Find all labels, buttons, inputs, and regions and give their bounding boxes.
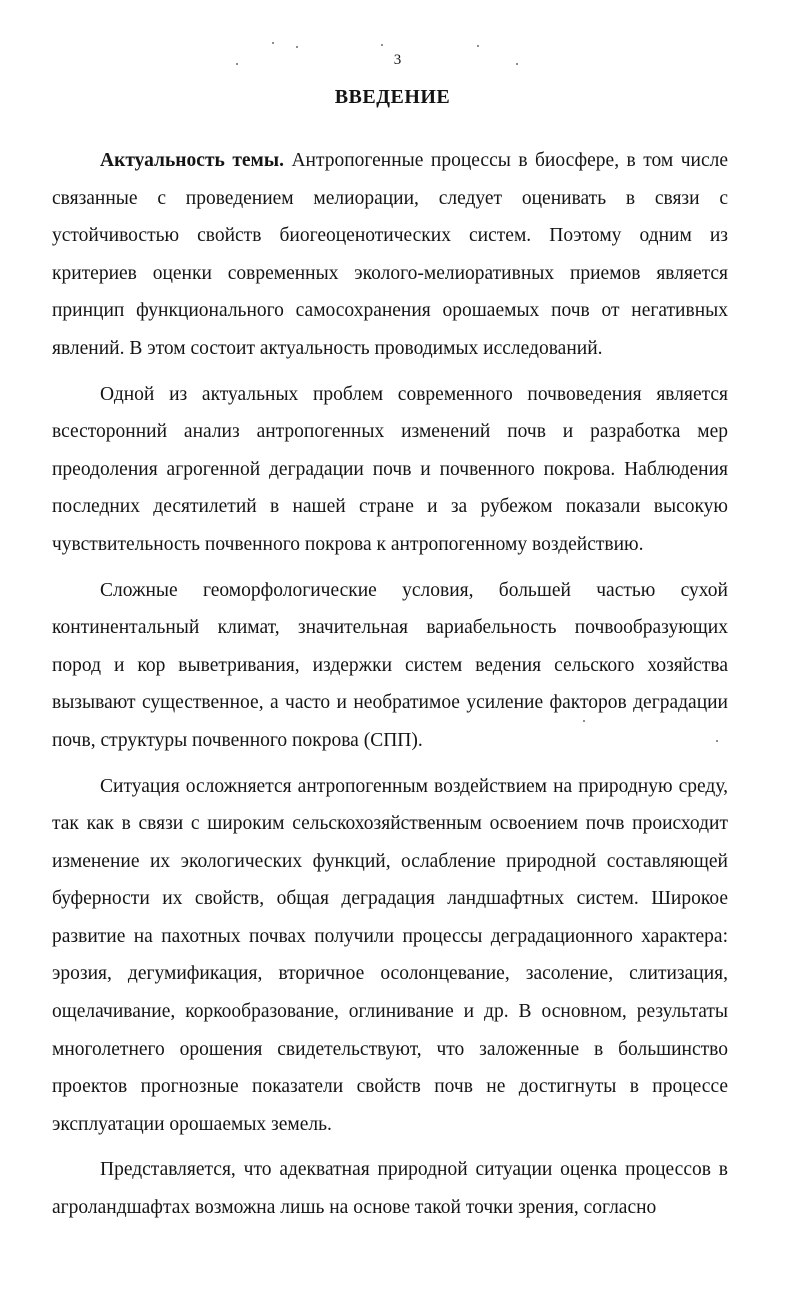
paragraph	[52, 768, 728, 1144]
paragraph	[52, 142, 728, 368]
paragraph	[52, 1151, 728, 1226]
paragraph	[52, 572, 728, 760]
scan-speck	[296, 46, 298, 48]
paragraph-text: Антропогенные процессы в биосфере, в том числе связанные с проведением мелиорации, следует оценивать в связи с устойчивостью свойств биогеоценотических систем. Поэтому одним из критериев оценки современных эколого-мелиоративных приемов является принцип функционального самосохранения орошаемых почв от негативных явлений. В этом состоит актуальность проводимых исследований.	[52, 150, 729, 359]
scan-speck	[272, 42, 274, 44]
paragraph-lead: Актуальность темы.	[100, 150, 284, 171]
paragraph-text: Сложные геоморфологические условия, большей частью сухой континентальный климат, значительная вариабельность почвообразующих пород и кор выветривания, издержки систем ведения сельского хозяйства вызывают существенное, а часто и необратимое усиление факторов деградации почв, структуры почвенного покрова (СПП).	[52, 579, 728, 751]
scan-speck	[477, 45, 479, 47]
page-title: ВВЕДЕНИЕ	[334, 86, 451, 108]
paragraph	[52, 376, 728, 564]
paragraph-text: Одной из актуальных проблем современного почвоведения является всесторонний анализ антропогенных изменений почв и разработка мер преодоления агрогенной деградации почв и почвенного покрова. Наблюдения последних десятилетий в нашей стране и за рубежом показали высокую чувствительность почвенного покрова к антропогенному воздействию.	[52, 383, 728, 555]
paragraph-text: Представляется, что адекватная природной ситуации оценка процессов в агроландшафтах возможна лишь на основе такой точки зрения, согласно	[52, 1159, 728, 1219]
body-text	[52, 142, 728, 1227]
scan-speck	[381, 44, 383, 46]
paragraph-text: Ситуация осложняется антропогенным воздействием на природную среду, так как в связи с широким сельскохозяйственным освоением почв происходит изменение их экологических функций, ослабление природной составляющей буферности их свойств, общая деградация ландшафтных систем. Широкое развитие на пахотных почвах получили процессы деградационного характера: эрозия, дегумификация, вторичное осолонцевание, засоление, слитизация, ощелачивание, коркообразование, оглинивание и др. В основном, результаты многолетнего орошения свидетельствуют, что заложенные в большинство проектов прогнозные показатели свойств почв не достигнуты в процессе эксплуатации орошаемых земель.	[52, 775, 728, 1135]
page-number: 3	[393, 52, 402, 68]
